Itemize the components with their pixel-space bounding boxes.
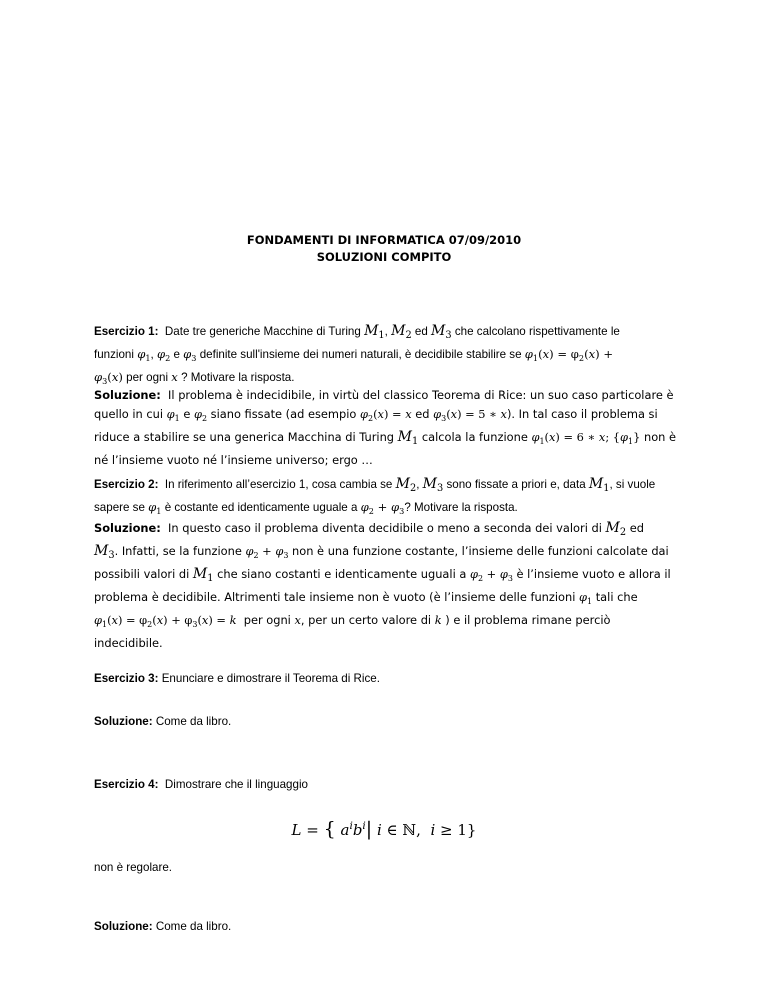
- exercise-4-note: non è regolare.: [94, 861, 172, 874]
- exercise-1-text: Esercizio 1: Date tre generiche Macchine di Turing $M_1$, $M_2$ ed $M_3$ che calcolano rispettivamente le funzioni $\varphi_1$, $\varphi_2$ e $\varphi_3$ definite sull'insieme dei numeri naturali, è decidibile stabilire se $\varphi_1(x) = \varphi_2(x)$ + $\varphi_3(x)$ per ogni x ? Motivare la risposta.: [94, 323, 620, 386]
- exercise-2-text: Esercizio 2: In riferimento all’esercizio 1, cosa cambia se $M_2$, $M_3$ sono fissate a priori e, data $M_1$, si vuole sapere se $\varphi_1$ è costante ed identicamente uguale a $\varphi_2 + \varphi_3$? Motivare la risposta.: [94, 476, 656, 516]
- language-formula: L = { $a^ib^i|$ i ∈ ℕ, i ≥ 1}: [291, 818, 477, 840]
- phi-sum: $\varphi_2 + \varphi_3$: [245, 544, 289, 560]
- exercise-1-solution: Soluzione: Il problema è indecidibile, in virtù del classico Teorema di Rice: un suo caso particolare è quello in cui $\varphi_1$ e $\varphi_2$ siano fissate (ad esempio $\varphi_2(x) = x$ ed $\varphi_3(x) = 5$ ∗ x). In tal caso il problema si riduce a stabilire se una generica Macchina di Turing $M_1$ calcola la funzione $\varphi_1(x) = 6$ ∗ x; $\{\varphi_1\}$ non è né l’insieme vuoto né l’insieme universo; ergo …: [94, 388, 677, 467]
- exercise-4-solution: Soluzione: Come da libro.: [94, 920, 232, 933]
- exercise-4-text: Esercizio 4: Dimostrare che il linguaggio: [94, 778, 308, 791]
- document-title: FONDAMENTI DI INFORMATICA 07/09/2010: [246, 233, 522, 247]
- document-subtitle: SOLUZIONI COMPITO: [316, 250, 452, 264]
- exercise-3-solution: Soluzione: Come da libro.: [94, 715, 232, 728]
- exercise-3-text: Esercizio 3: Enunciare e dimostrare il Teorema di Rice.: [94, 672, 380, 685]
- exercise-2-solution: Soluzione: In questo caso il problema diventa decidibile o meno a seconda dei valori di $M_2$ ed $M_3$. Infatti, se la funzione $\varphi_2 + \varphi_3$ non è una funzione costante, l’insieme delle funzioni calcolate dai possibili valori di $M_1$ che siano costanti e identicamente uguali a $\varphi_2 + \varphi_3$ è l’insieme vuoto e allora il problema è decidibile. Altrimenti tale insieme non è vuoto (è l’insieme delle funzioni $\varphi_1$ tali che $\varphi_1(x) = \varphi_2(x) + \varphi_3(x) = k$ per ogni x, per un certo valore di k ) e il problema rimane perciò indecidibile.: [94, 520, 671, 650]
